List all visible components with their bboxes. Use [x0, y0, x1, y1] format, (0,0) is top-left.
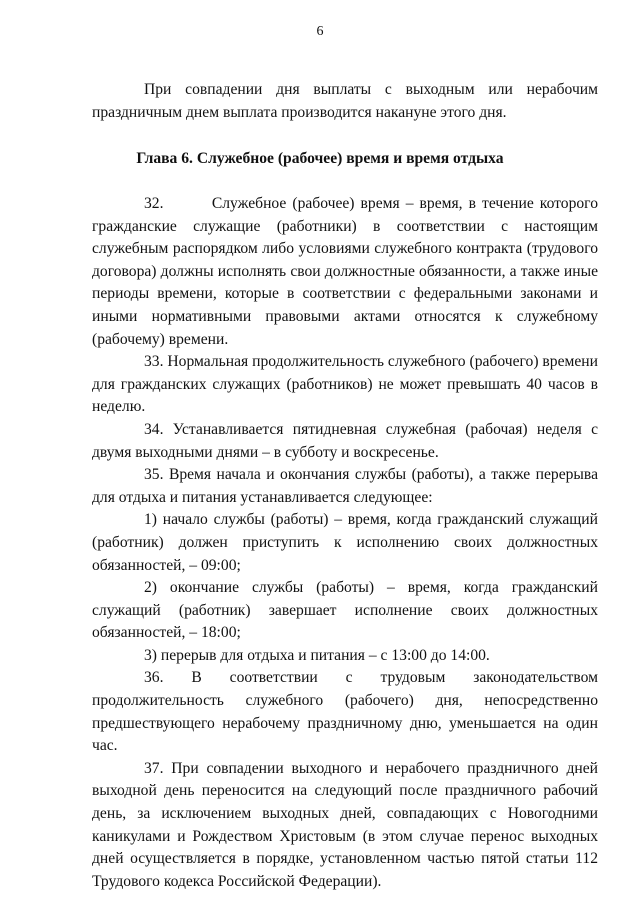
paragraph-33: 33. Нормальная продолжительность служебного (рабочего) времени для гражданских служащих (работников) не может превышать 40 часов в неделю.: [92, 353, 598, 416]
intro-paragraph: При совпадении дня выплаты с выходным или нерабочим праздничным днем выплата производится накануне этого дня.: [92, 81, 598, 122]
intro-block: [92, 78, 598, 125]
list-item-3: 3) перерыв для отдыха и питания – с 13:00 до 14:00.: [144, 646, 490, 664]
list-item-1: 1) начало службы (работы) – время, когда гражданский служащий (работник) должен приступить к исполнению своих должностных обязанностей, – 09:00;: [92, 511, 598, 574]
paragraph-34: 34. Устанавливается пятидневная служебная (рабочая) неделя с двумя выходными днями – в субботу и воскресенье.: [92, 420, 598, 461]
paragraph-32: 32. Служебное (рабочее) время – время, в течение которого гражданские служащие (работники) в соответствии с настоящим служебным распорядком либо условиями служебного контракта (трудового договора) должны исполнять свои должностные обязанности, а также иные периоды времени, которые в соответствии с федеральными законами и иными нормативными правовыми актами относятся к служебному (рабочему) времени.: [92, 195, 598, 348]
paragraph-36: 36. В соответствии с трудовым законодательством продолжительность служебного (рабочего) дня, непосредственно предшествующего нерабочему праздничному дню, уменьшается на один час.: [92, 669, 598, 755]
page-number: 6: [316, 24, 324, 39]
body-text: [92, 193, 598, 893]
paragraph-35: 35. Время начала и окончания службы (работы), а также перерыва для отдыха и питания устанавливается следующее:: [92, 466, 598, 506]
list-item-2: 2) окончание службы (работы) – время, когда гражданский служащий (работник) завершает исполнение своих должностных обязанностей, – 18:00;: [92, 579, 598, 642]
chapter-title: Глава 6. Служебное (рабочее) время и время отдыха: [136, 150, 504, 167]
paragraph-37: 37. При совпадении выходного и нерабочего праздничного дней выходной день переносится на следующий после праздничного рабочий день, за исключением выходных дней, совпадающих с Новогодними каникулами и Рождеством Христовым (в этом случае перенос выходных дней осуществляется в порядке, установленном частью пятой статьи 112 Трудового кодекса Российской Федерации).: [92, 759, 598, 890]
